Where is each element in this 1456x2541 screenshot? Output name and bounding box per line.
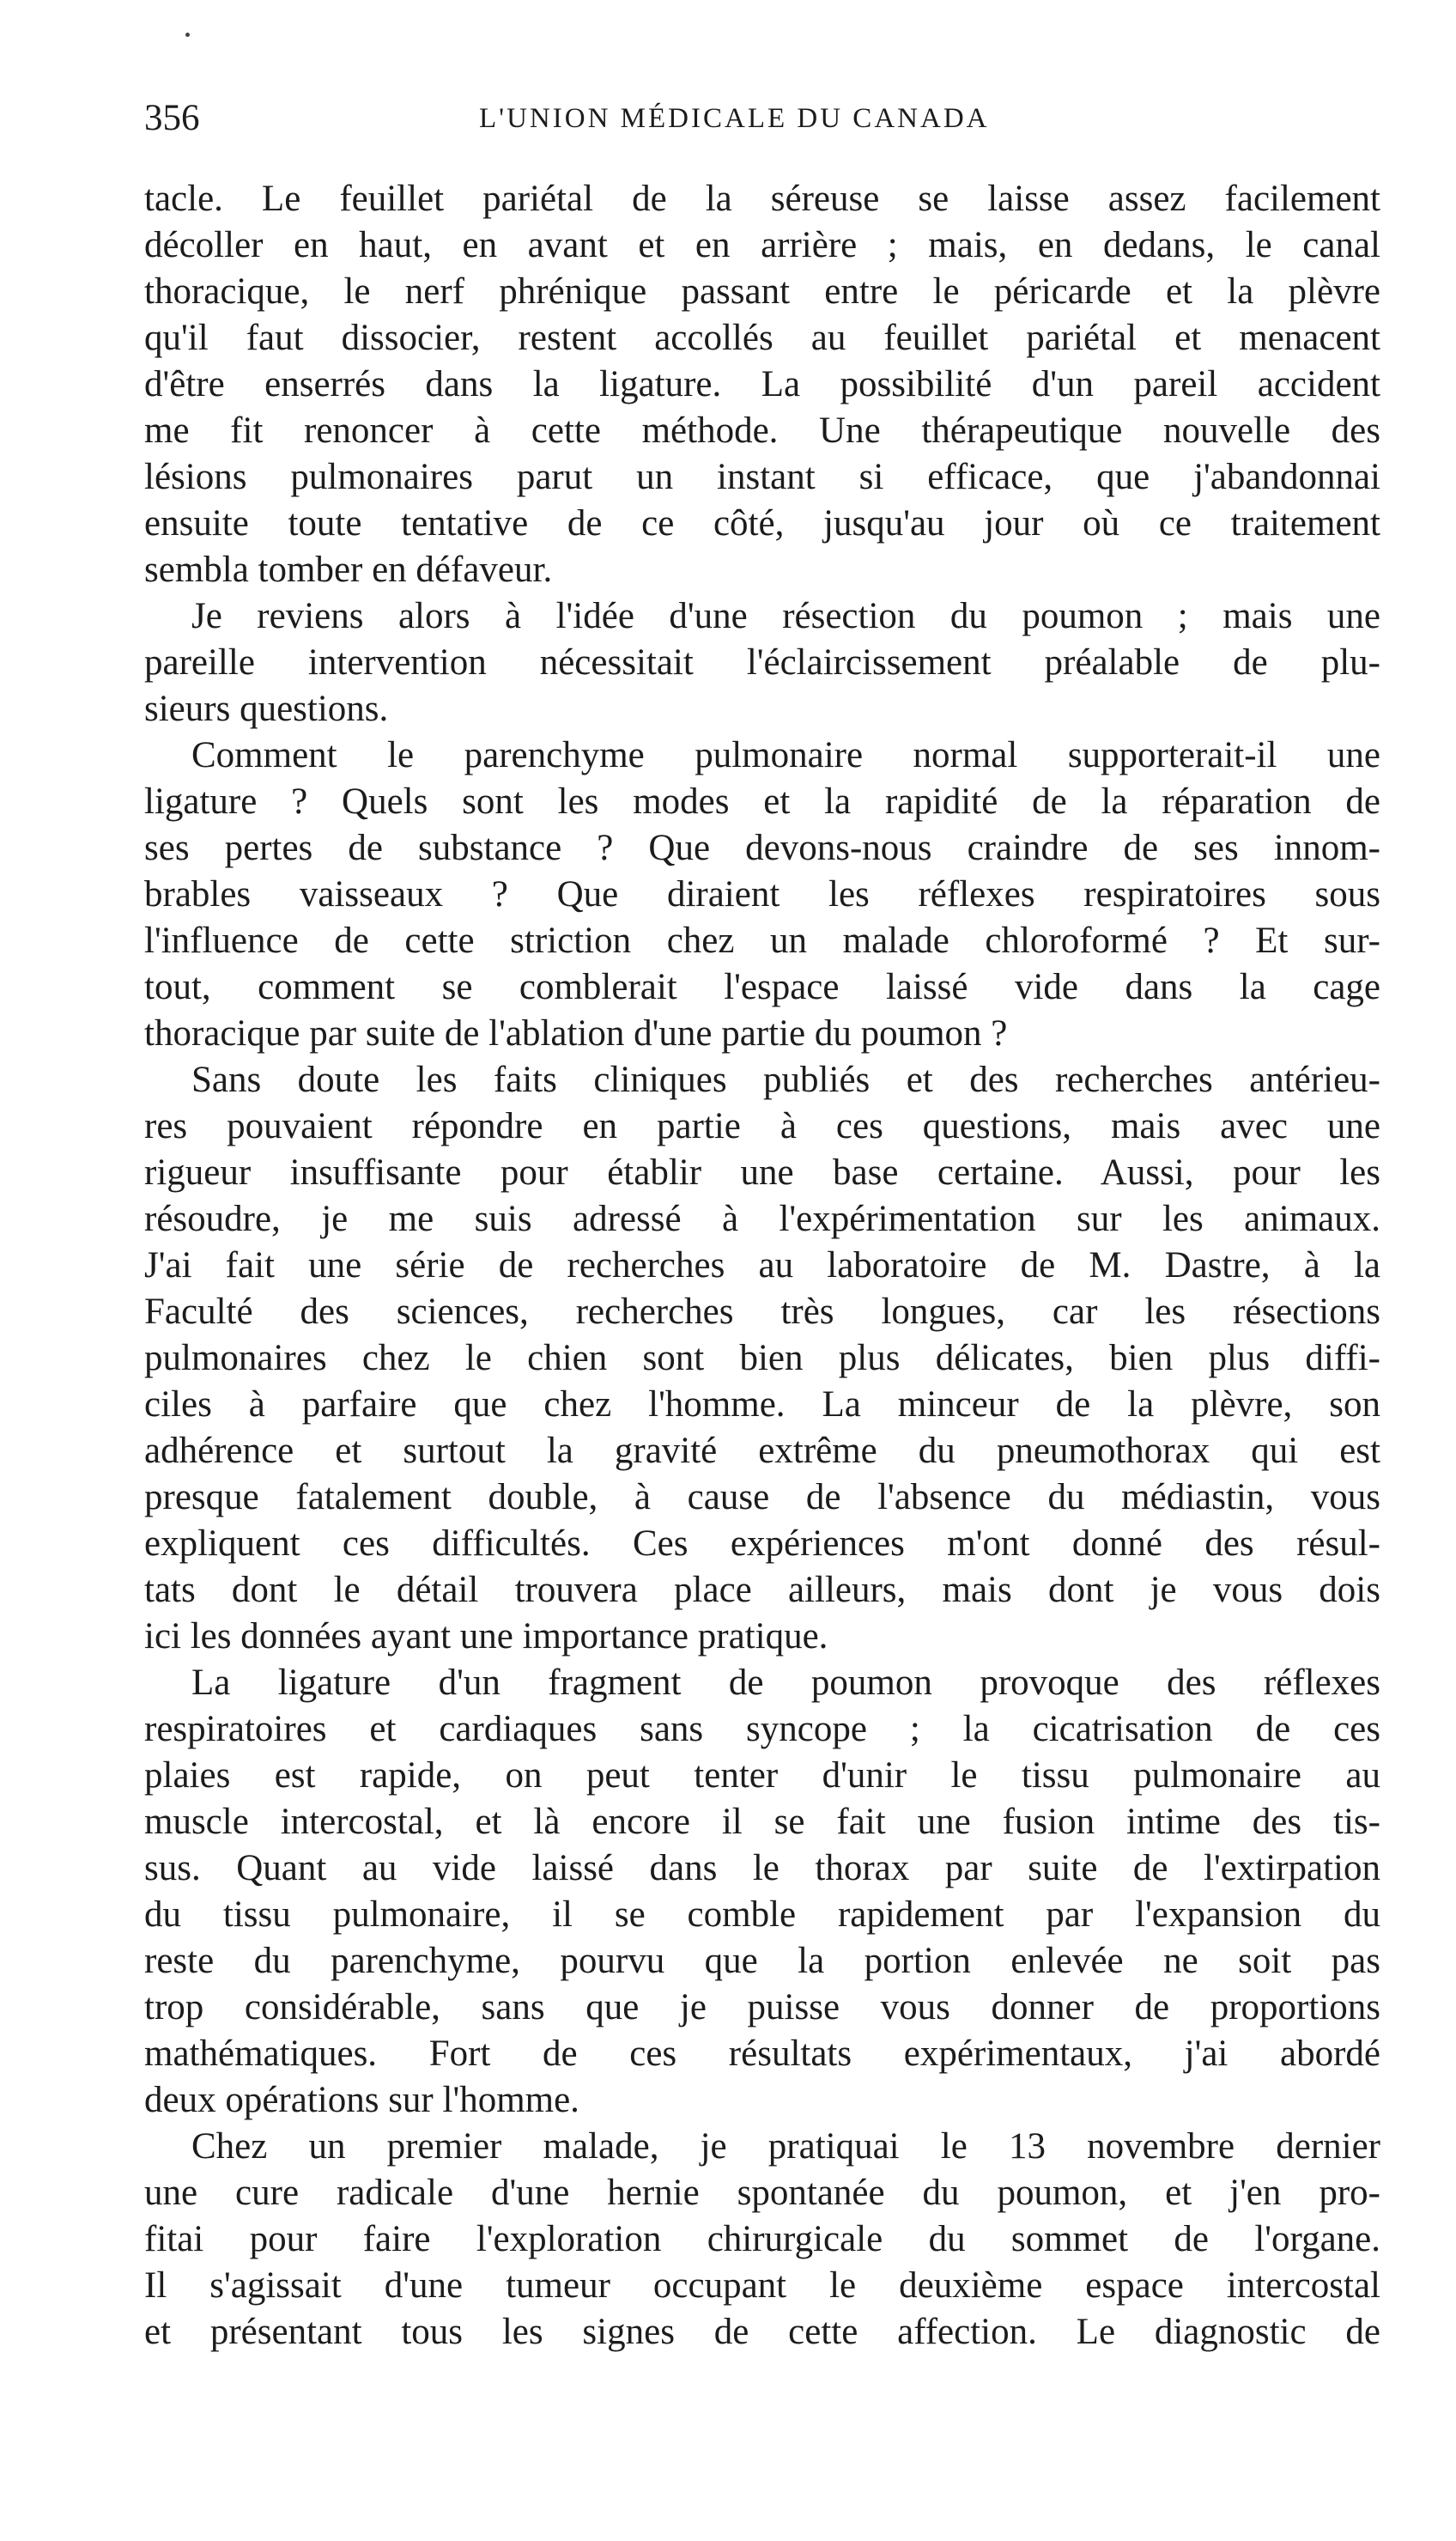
running-title: L'UNION MÉDICALE DU CANADA — [479, 103, 990, 134]
text-line: tats dont le détail trouvera place ailleurs, mais dont je vous dois — [144, 1570, 1380, 1610]
text-line: res pouvaient répondre en partie à ces questions, mais avec une — [144, 1106, 1380, 1146]
text-line: muscle intercostal, et là encore il se fait une fusion intime des tis- — [144, 1802, 1380, 1842]
text-line: mathématiques. Fort de ces résultats expérimentaux, j'ai abordé — [144, 2033, 1380, 2074]
text-line: trop considérable, sans que je puisse vous donner de proportions — [144, 1987, 1380, 2027]
text-line: respiratoires et cardiaques sans syncope ; la cicatrisation de ces — [144, 1709, 1380, 1749]
text-line: pareille intervention nécessitait l'éclaircissement préalable de plu- — [144, 642, 1380, 683]
text-line: lésions pulmonaires parut un instant si efficace, que j'abandonnai — [144, 457, 1380, 497]
text-line: résoudre, je me suis adressé à l'expérimentation sur les animaux. — [144, 1199, 1380, 1239]
text-line: du tissu pulmonaire, il se comble rapidement par l'expansion du — [144, 1894, 1380, 1935]
text-line: expliquent ces difficultés. Ces expériences m'ont donné des résul- — [144, 1523, 1380, 1564]
text-line: J'ai fait une série de recherches au laboratoire de M. Dastre, à la — [144, 1245, 1380, 1286]
text-line: tacle. Le feuillet pariétal de la séreuse se laisse assez facilement — [144, 179, 1380, 219]
text-line: Il s'agissait d'une tumeur occupant le deuxième espace intercostal — [144, 2265, 1380, 2306]
text-line: presque fatalement double, à cause de l'absence du médiastin, vous — [144, 1477, 1380, 1517]
text-line: Chez un premier malade, je pratiquai le 13 novembre dernier — [191, 2126, 1380, 2167]
text-line: thoracique par suite de l'ablation d'une partie du poumon ? — [144, 1013, 1008, 1054]
text-line: La ligature d'un fragment de poumon provoque des réflexes — [191, 1663, 1380, 1703]
text-line: reste du parenchyme, pourvu que la portion enlevée ne soit pas — [144, 1941, 1380, 1981]
text-line: deux opérations sur l'homme. — [144, 2080, 579, 2120]
text-line: ensuite toute tentative de ce côté, jusqu'au jour où ce traitement — [144, 503, 1380, 544]
text-line: me fit renoncer à cette méthode. Une thérapeutique nouvelle des — [144, 410, 1380, 451]
text-line: plaies est rapide, on peut tenter d'unir le tissu pulmonaire au — [144, 1755, 1380, 1796]
text-line: adhérence et surtout la gravité extrême du pneumothorax qui est — [144, 1431, 1380, 1471]
text-line: Faculté des sciences, recherches très longues, car les résections — [144, 1292, 1380, 1332]
text-line: rigueur insuffisante pour établir une base certaine. Aussi, pour les — [144, 1152, 1380, 1193]
text-line: sembla tomber en défaveur. — [144, 550, 553, 590]
text-line: décoller en haut, en avant et en arrière ; mais, en dedans, le canal — [144, 225, 1380, 265]
text-line: sus. Quant au vide laissé dans le thorax par suite de l'extirpation — [144, 1848, 1380, 1888]
text-line: ligature ? Quels sont les modes et la rapidité de la réparation de — [144, 781, 1380, 822]
text-line: et présentant tous les signes de cette affection. Le diagnostic de — [144, 2312, 1380, 2352]
text-line: thoracique, le nerf phrénique passant entre le péricarde et la plèvre — [144, 271, 1380, 312]
text-line: qu'il faut dissocier, restent accollés au feuillet pariétal et menacent — [144, 318, 1380, 358]
text-line: fitai pour faire l'exploration chirurgicale du sommet de l'organe. — [144, 2219, 1380, 2259]
text-line: d'être enserrés dans la ligature. La possibilité d'un pareil accident — [144, 364, 1380, 404]
page-header — [144, 93, 1380, 144]
text-line: pulmonaires chez le chien sont bien plus délicates, bien plus diffi- — [144, 1338, 1380, 1378]
text-line: tout, comment se comblerait l'espace laissé vide dans la cage — [144, 967, 1380, 1007]
text-line: Comment le parenchyme pulmonaire normal supporterait-il une — [191, 735, 1380, 775]
ink-speck — [185, 33, 190, 37]
text-line: brables vaisseaux ? Que diraient les réflexes respiratoires sous — [144, 874, 1380, 915]
page-number: 356 — [144, 98, 200, 138]
text-line: ses pertes de substance ? Que devons-nous craindre de ses innom- — [144, 828, 1380, 868]
body-text — [144, 176, 1380, 2356]
text-line: Sans doute les faits cliniques publiés et des recherches antérieu- — [191, 1060, 1380, 1100]
text-line: une cure radicale d'une hernie spontanée du poumon, et j'en pro- — [144, 2173, 1380, 2213]
text-line: sieurs questions. — [144, 689, 389, 729]
text-line: l'influence de cette striction chez un malade chloroformé ? Et sur- — [144, 921, 1380, 961]
text-line: ciles à parfaire que chez l'homme. La minceur de la plèvre, son — [144, 1384, 1380, 1425]
text-line: Je reviens alors à l'idée d'une résection du poumon ; mais une — [191, 596, 1380, 636]
text-line: ici les données ayant une importance pratique. — [144, 1616, 828, 1657]
